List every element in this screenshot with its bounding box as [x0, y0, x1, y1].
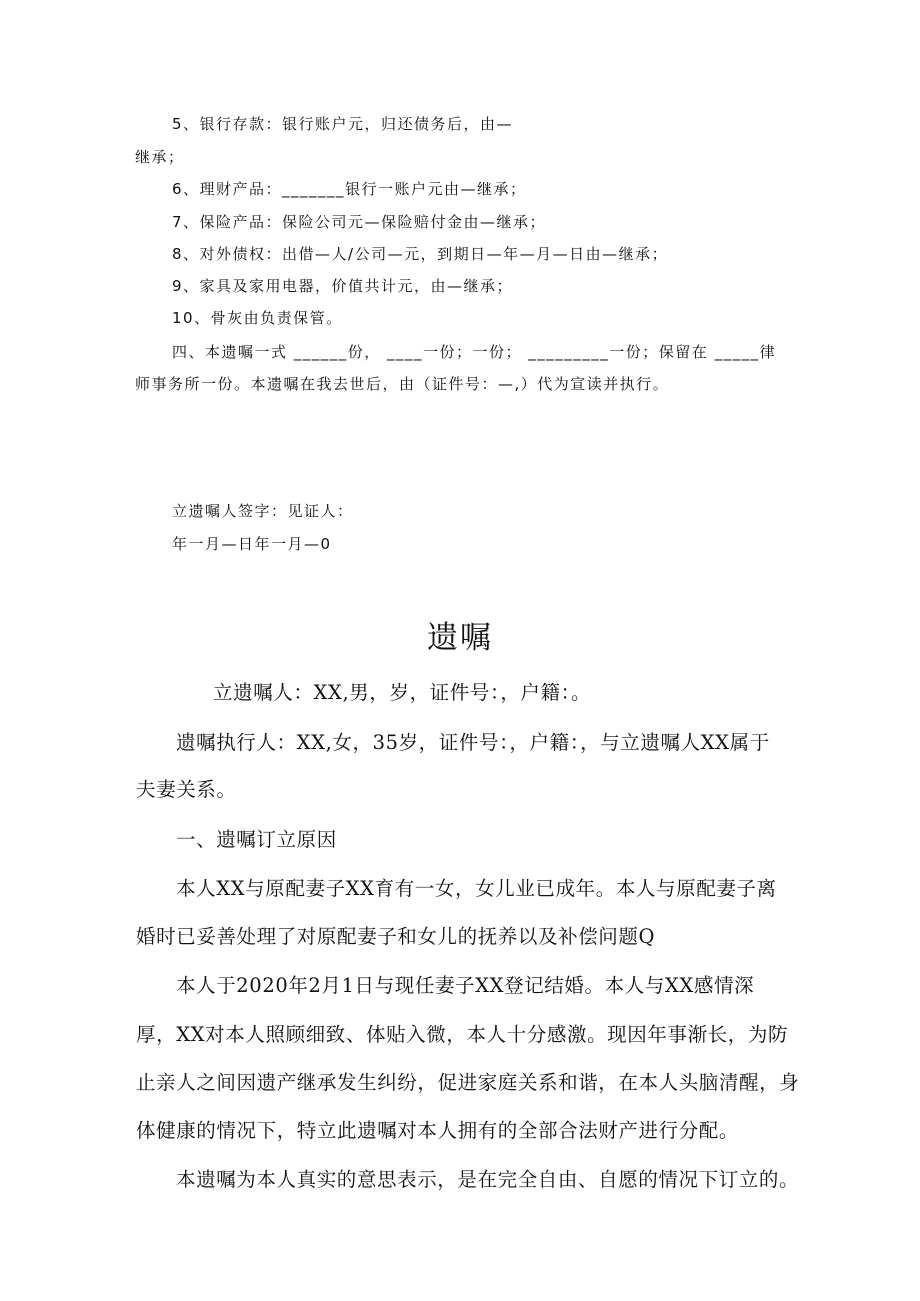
paragraph-line: 婚时已妥善处理了对原配妻子和女儿的抚养以及补偿问题Q — [136, 925, 656, 948]
paragraph-line: 厚，XX对本人照顾细致、体贴入微，本人十分感激。现因年事渐长，为防 — [136, 1023, 789, 1046]
paragraph-line: 本人XX与原配妻子XX育有一女，女儿业已成年。本人与原配妻子离 — [176, 877, 777, 900]
executor-line: 遗嘱执行人：XX,女，35岁，证件号：，户籍：，与立遗嘱人XX属于 — [176, 731, 770, 754]
date-line: 年一月—日年一月—0 — [172, 535, 332, 553]
page-title: 遗嘱 — [427, 620, 493, 656]
paragraph-line: 止亲人之间因遗产继承发生纠纷，促进家庭关系和谐，在本人头脑清醒，身 — [136, 1071, 800, 1094]
paragraph-line: 体健康的情况下，特立此遗嘱对本人拥有的全部合法财产进行分配。 — [136, 1119, 740, 1142]
item-furniture-appliances: 9、家具及家用电器，价值共计元，由—继承； — [172, 277, 514, 295]
signature-line: 立遗嘱人签字：见证人： — [172, 502, 354, 520]
testator-line: 立遗嘱人：XX,男，岁，证件号：，户籍：。 — [213, 681, 592, 704]
item-insurance-products: 7、保险产品：保险公司元—保险赔付金由—继承； — [172, 213, 547, 231]
section-heading: 一、遗嘱订立原因 — [176, 828, 337, 851]
clause-copies-continued: 师事务所一份。本遗嘱在我去世后，由（证件号：—,）代为宣读并执行。 — [135, 375, 670, 393]
executor-line-continued: 夫妻关系。 — [136, 778, 237, 801]
item-ashes-custody: 10、骨灰由负责保管。 — [172, 309, 343, 327]
item-bank-deposit-continued: 继承； — [135, 148, 185, 166]
item-external-claims: 8、对外债权：出借—人/公司—元，到期日—年—月—日由—继承； — [172, 245, 669, 263]
paragraph-line: 本遗嘱为本人真实的意思表示，是在完全自由、自愿的情况下订立的。 — [176, 1168, 800, 1191]
clause-copies: 四、本遗嘱一式 ______份， ____一份；一份； _________一份；保留在 _____律 — [172, 343, 777, 361]
paragraph-line: 本人于2020年2月1日与现任妻子XX登记结婚。本人与XX感情深 — [176, 974, 755, 997]
item-wealth-products: 6、理财产品：_______银行一账户元由—继承； — [172, 180, 527, 198]
item-bank-deposit: 5、银行存款：银行账户元，归还债务后，由— — [172, 115, 514, 133]
